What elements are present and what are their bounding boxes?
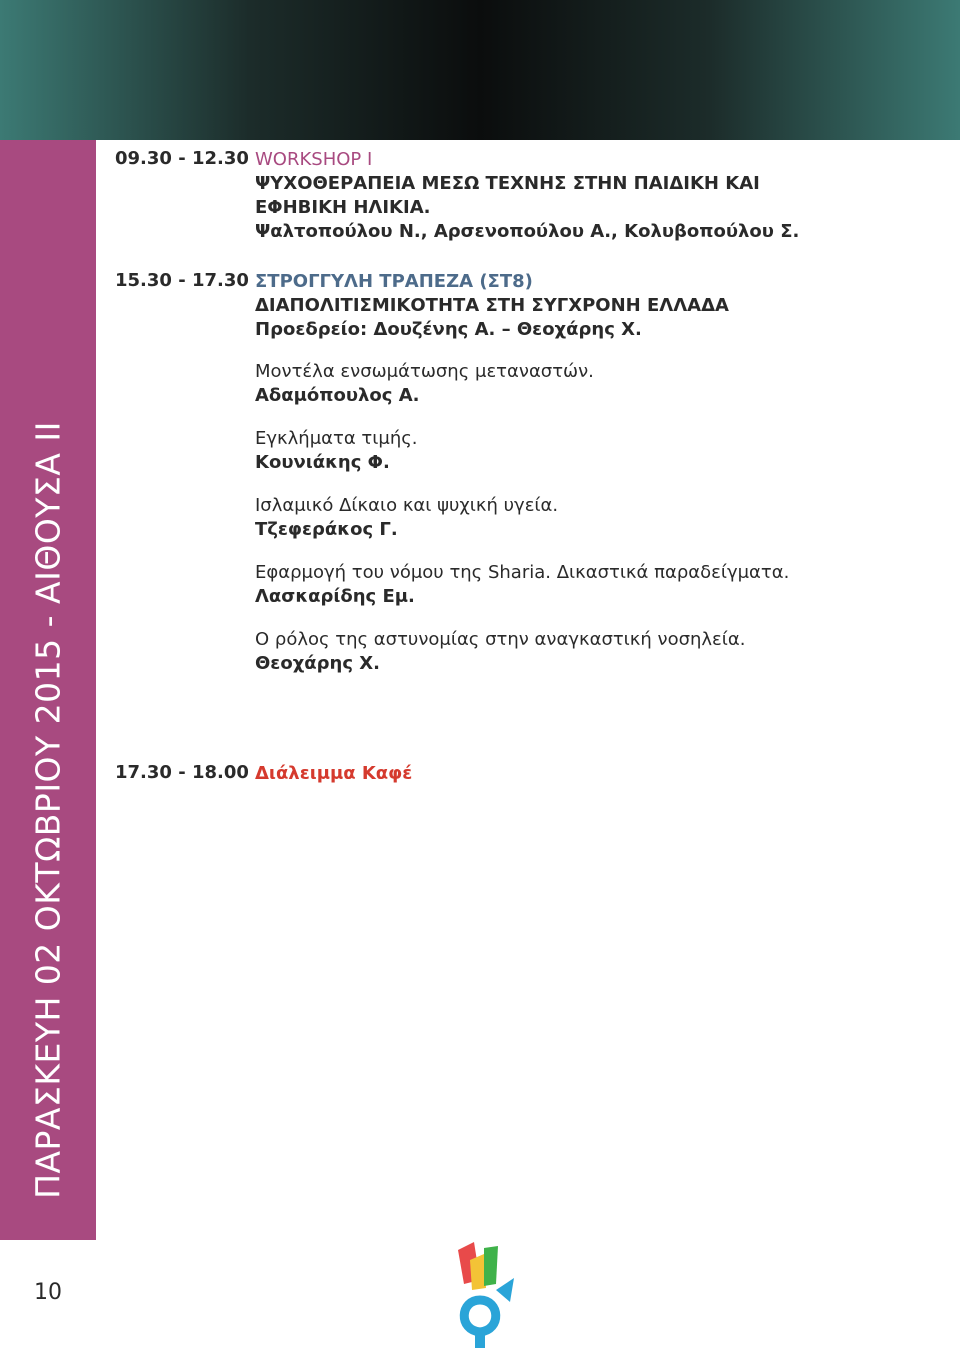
talk-author: Κουνιάκης Φ. (255, 452, 390, 473)
sidebar-date: ΠΑΡΑΣΚΕΥΗ 02 ΟΚΤΩΒΡΙΟΥ 2015 (28, 638, 68, 1199)
sidebar (0, 140, 96, 1240)
talk-item (255, 360, 895, 408)
talk-title: Εφαρμογή του νόμου της Sharia. Δικαστικά παραδείγματα. (255, 562, 790, 583)
session-type: WORKSHOP I (255, 149, 373, 170)
conference-logo-icon (440, 1240, 520, 1350)
talk-item (255, 628, 895, 676)
talk-item (255, 427, 895, 475)
talk-title: Εγκλήματα τιμής. (255, 428, 418, 449)
session-title-line1: ΨΥΧΟΘΕΡΑΠΕΙΑ ΜΕΣΩ ΤΕΧΝΗΣ ΣΤΗΝ ΠΑΙΔΙΚΗ ΚΑΙ (255, 173, 760, 194)
session-body (255, 270, 895, 676)
page-number: 10 (34, 1280, 62, 1305)
session-chair: Προεδρείο: Δουζένης Α. – Θεοχάρης Χ. (255, 319, 642, 340)
session-type: Διάλειμμα Καφέ (255, 763, 413, 784)
session-type: ΣΤΡΟΓΓΥΛΗ ΤΡΑΠΕΖΑ (ΣΤ8) (255, 271, 533, 292)
session-body (255, 148, 895, 244)
sidebar-title (29, 421, 68, 1199)
session-time: 17.30 - 18.00 (115, 762, 249, 783)
session-title-line2: ΕΦΗΒΙΚΗ ΗΛΙΚΙΑ. (255, 197, 431, 218)
talk-title: Ο ρόλος της αστυνομίας στην αναγκαστική νοσηλεία. (255, 629, 746, 650)
header-band (0, 0, 960, 140)
talk-item (255, 561, 895, 609)
talk-author: Τζεφεράκος Γ. (255, 519, 398, 540)
talk-author: Αδαμόπουλος Α. (255, 385, 420, 406)
session-time: 09.30 - 12.30 (115, 148, 249, 169)
session-body (255, 762, 895, 786)
session-time: 15.30 - 17.30 (115, 270, 249, 291)
session-speakers: Ψαλτοπούλου Ν., Αρσενοπούλου Α., Κολυβοπούλου Σ. (255, 221, 800, 242)
talk-author: Θεοχάρης Χ. (255, 653, 381, 674)
talk-title: Ισλαμικό Δίκαιο και ψυχική υγεία. (255, 495, 559, 516)
talk-title: Μοντέλα ενσωμάτωσης μεταναστών. (255, 361, 594, 382)
talk-item (255, 494, 895, 542)
sidebar-room: ΑΙΘΟΥΣΑ ΙΙ (28, 421, 68, 604)
session-title-line1: ΔΙΑΠΟΛΙΤΙΣΜΙΚΟΤΗΤΑ ΣΤΗ ΣΥΓΧΡΟΝΗ ΕΛΛΑΔΑ (255, 295, 729, 316)
talk-author: Λασκαρίδης Εμ. (255, 586, 415, 607)
sidebar-separator: - (28, 603, 68, 639)
